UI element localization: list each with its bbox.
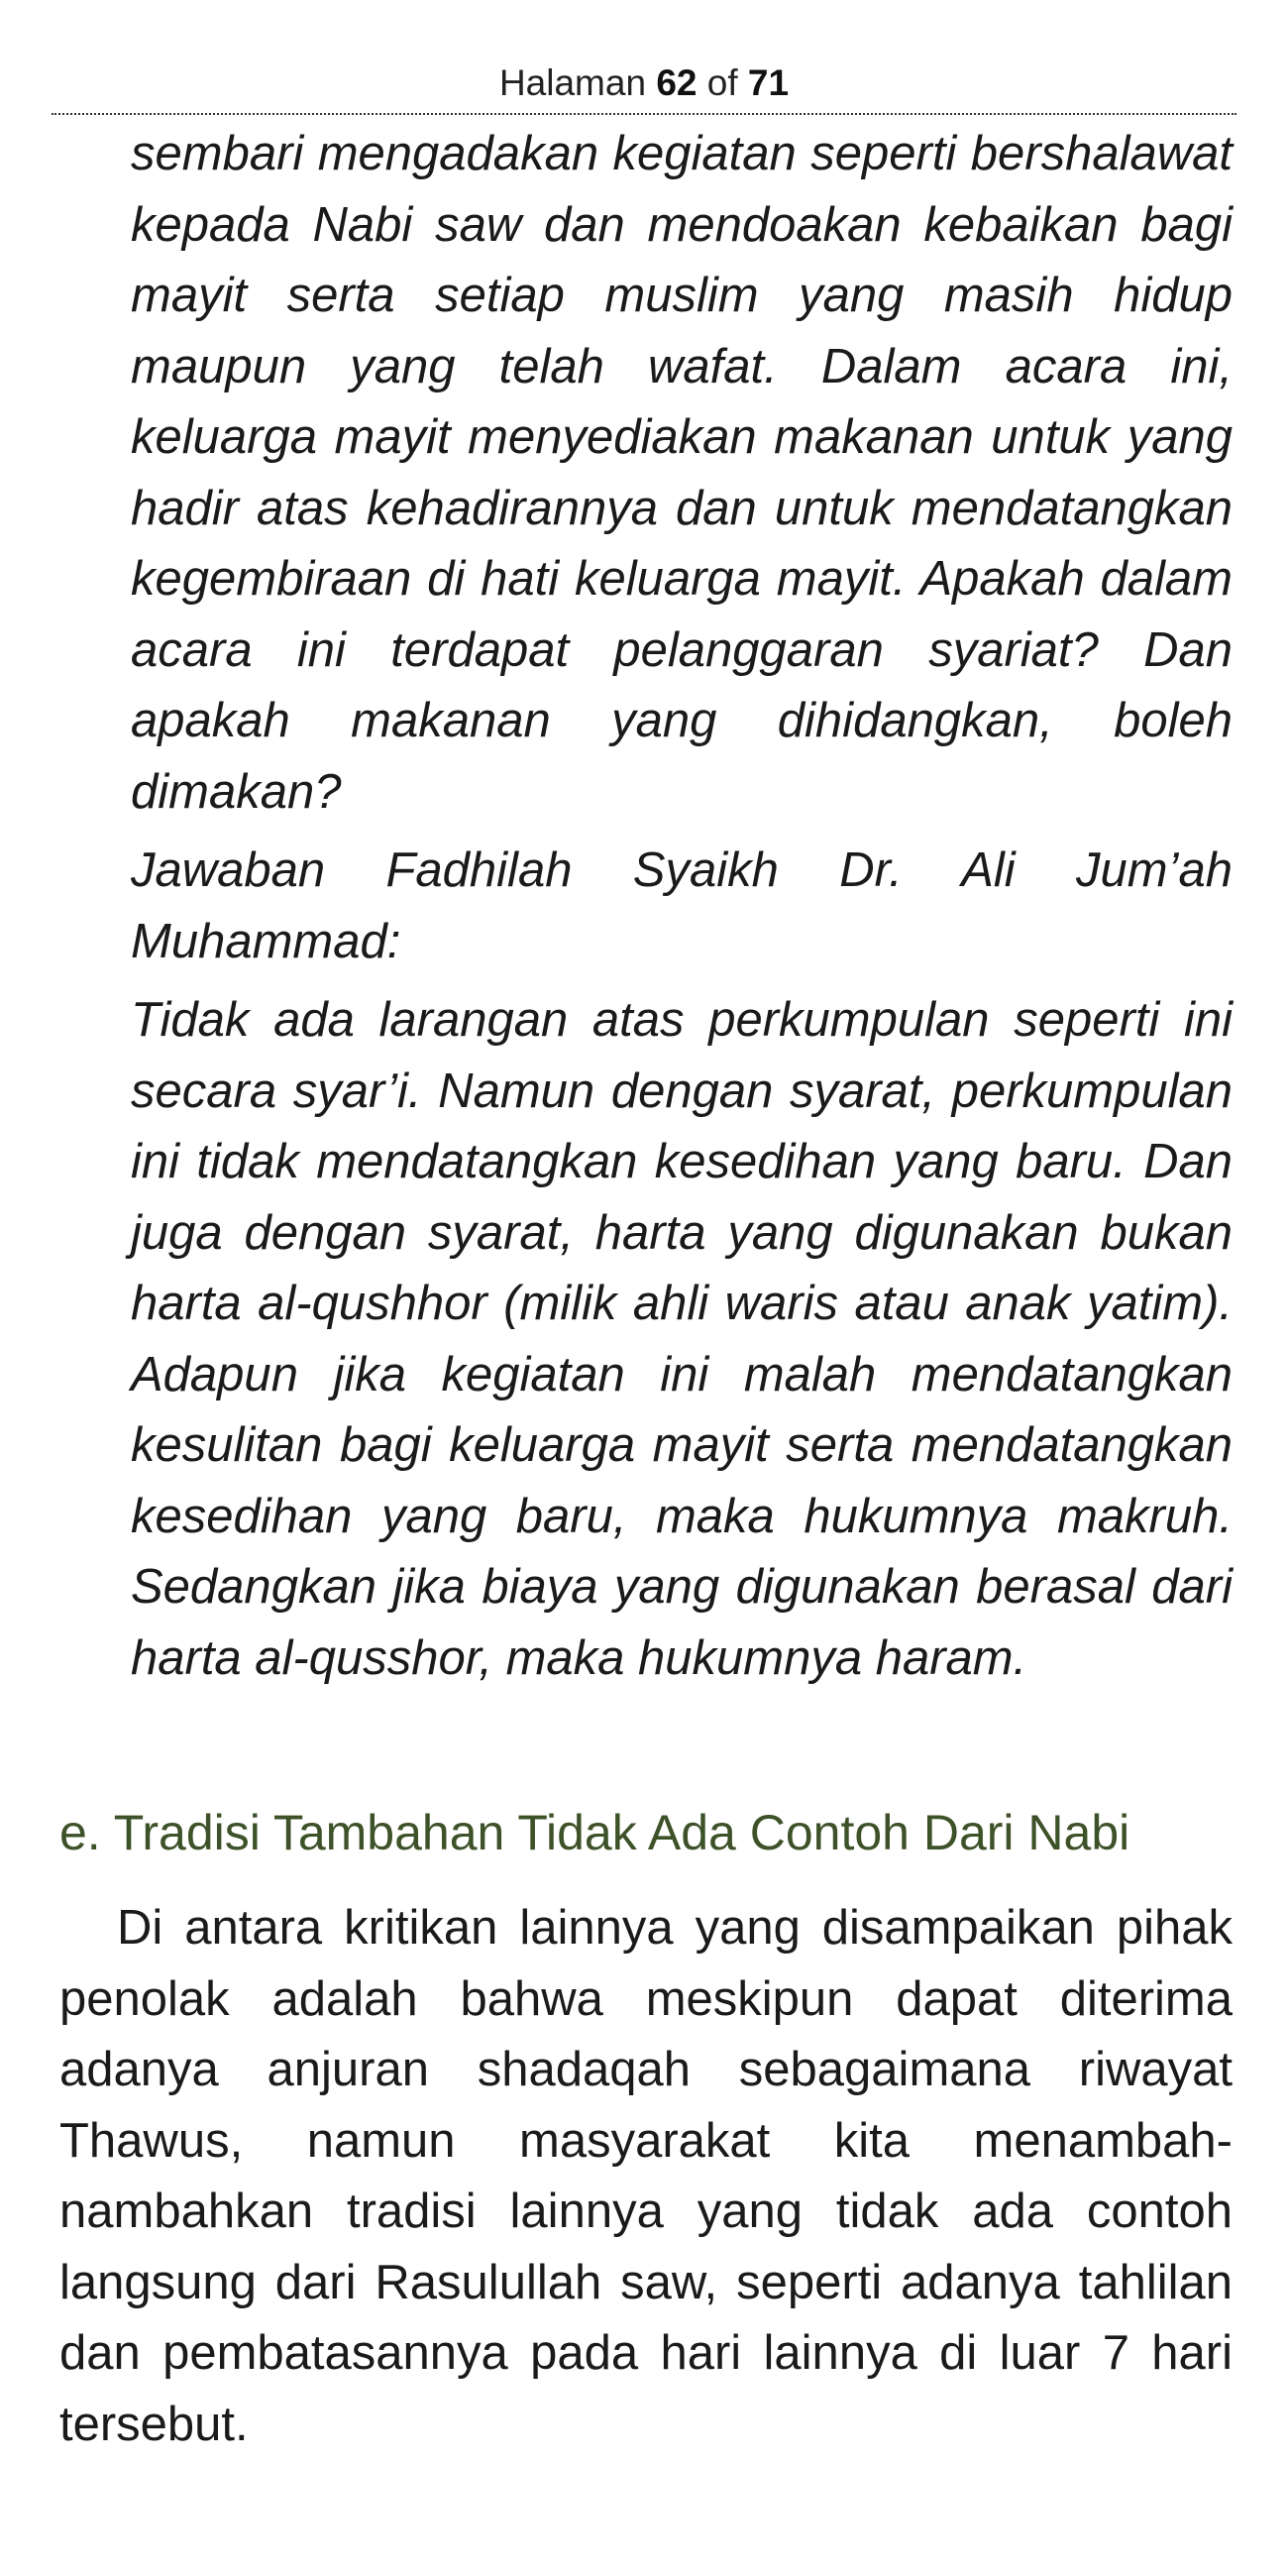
current-page-number: 62	[656, 62, 698, 103]
answer-intro: Jawaban Fadhilah Syaikh Dr. Ali Jum’ah Muhammad:	[131, 843, 1233, 968]
quoted-fatwa-block	[131, 119, 1233, 1694]
section-body-paragraph: Di antara kritikan lainnya yang disampaikan pihak penolak adalah bahwa meskipun dapat diterima adanya anjuran shadaqah sebagaimana riwayat Thawus, namun masyarakat kita menambah-nambahkan tradisi lainnya yang tidak ada contoh langsung dari Rasulullah saw, seperti adanya tahlilan dan pembatasannya pada hari lainnya di luar 7 hari tersebut.	[59, 1901, 1233, 2451]
total-pages-number: 71	[747, 62, 790, 103]
page-number-header	[52, 57, 1236, 109]
page-of-label: of	[706, 62, 738, 103]
question-paragraph: sembari mengadakan kegiatan seperti bershalawat kepada Nabi saw dan mendoakan kebaikan bagi mayit serta setiap muslim yang masih hidup maupun yang telah wafat. Dalam acara ini, keluarga mayit menyediakan makanan untuk yang hadir atas kehadirannya dan untuk mendatangkan kegembiraan di hati keluarga mayit. Apakah dalam acara ini terdapat pelanggaran syariat? Dan apakah makanan yang dihidangkan, boleh dimakan?	[131, 127, 1233, 819]
page-label: Halaman	[498, 62, 647, 103]
answer-paragraph: Tidak ada larangan atas perkumpulan seperti ini secara syar’i. Namun dengan syarat, perkumpulan ini tidak mendatangkan kesedihan yang baru. Dan juga dengan syarat, harta yang digunakan bukan harta al-qushhor (milik ahli waris atau anak yatim). Adapun jika kegiatan ini malah mendatangkan kesulitan bagi keluarga mayit serta mendatangkan kesedihan yang baru, maka hukumnya makruh. Sedangkan jika biaya yang digunakan berasal dari harta al-qusshor, maka hukumnya haram.	[131, 993, 1233, 1685]
section-heading: e. Tradisi Tambahan Tidak Ada Contoh Dari Nabi	[59, 1805, 1130, 1860]
header-divider	[52, 113, 1236, 115]
